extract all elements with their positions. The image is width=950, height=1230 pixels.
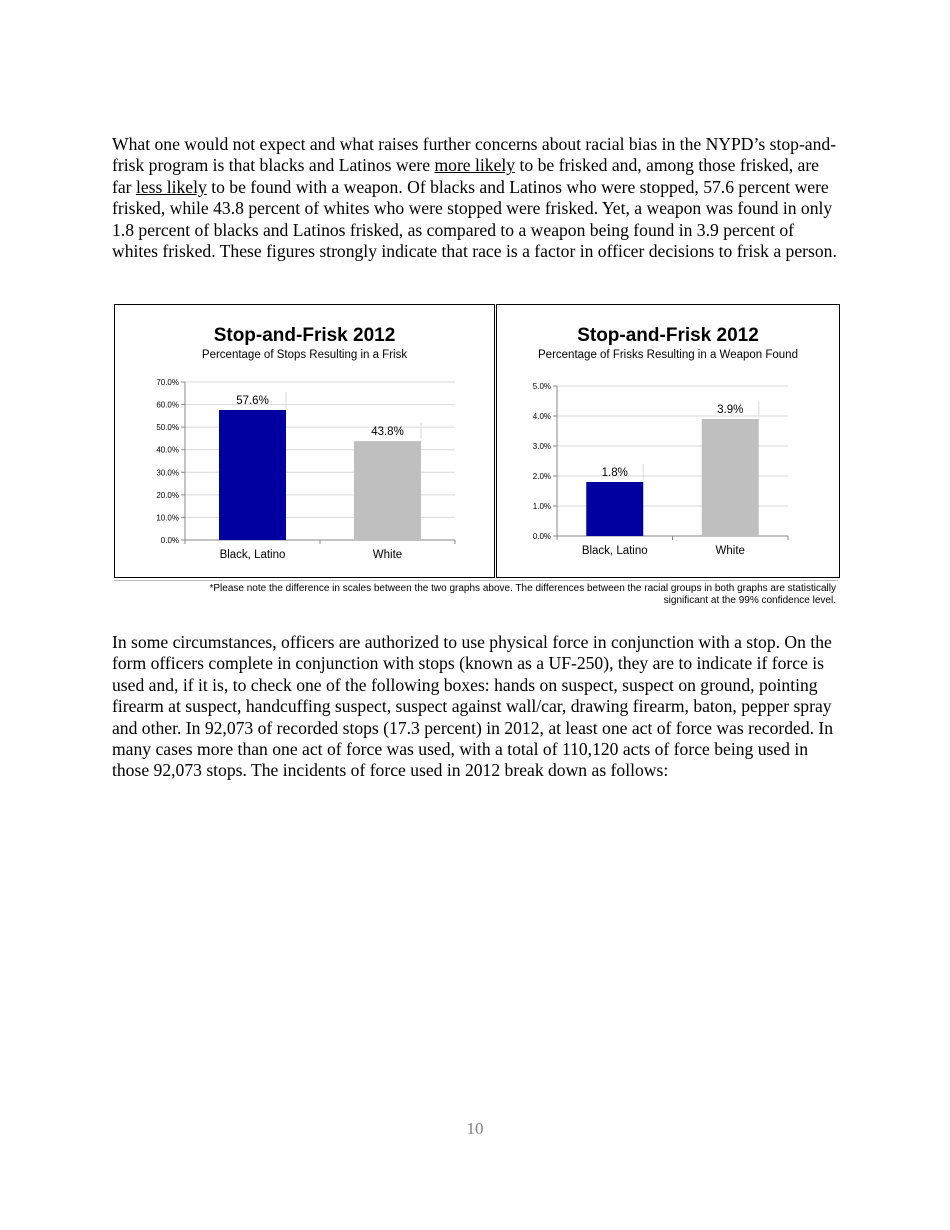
y-tick-label: 50.0% [156,423,179,433]
p1-underline-less-likely: less likely [135,176,207,197]
page-number: 10 [466,1119,484,1138]
chart-title: Stop-and-Frisk 2012 [213,325,396,346]
data-label: 1.8% [601,467,628,479]
x-category-label: White [372,549,403,561]
y-tick-label: 10.0% [156,513,179,523]
paragraph-frisk-rates [112,134,840,262]
y-tick-label: 30.0% [156,468,179,478]
bar-white [702,419,759,536]
y-tick-label: 1.0% [532,502,551,511]
y-tick-label: 2.0% [532,472,551,481]
p1-text-b: to be frisked and, among those frisked, are far [112,155,819,197]
y-tick-label: 5.0% [532,382,551,391]
chart-subtitle: Percentage of Frisks Resulting in a Weapon Found [538,349,798,361]
y-tick-label: 0.0% [160,536,179,545]
y-tick-label: 60.0% [156,400,179,410]
y-tick-label: 0.0% [532,532,551,541]
bar-white [354,441,421,540]
footnote-rule [114,580,838,581]
y-tick-label: 4.0% [532,412,551,421]
chart-title: Stop-and-Frisk 2012 [577,325,759,346]
x-category-label: Black, Latino [581,545,648,557]
chart-subtitle: Percentage of Stops Resulting in a Frisk [201,349,408,361]
data-label: 3.9% [717,404,744,416]
chart-weapon-svg [497,305,839,577]
bar-black-latino [586,482,643,536]
y-tick-label: 20.0% [156,490,179,500]
chart-weapon-found-percentage [496,304,840,578]
bar-black-latino [219,410,286,540]
data-label: 57.6% [236,394,269,407]
data-label: 43.8% [371,426,404,439]
chart-frisk-percentage [114,304,495,578]
p1-text-c: to be found with a weapon. Of blacks and Latinos who were stopped, 57.6 percent were frisked, while 43.8 percent of whites who were stopped were frisked. Yet, a weapon was found in only 1.8 percent of blacks and Latinos frisked, as compared to a weapon being found in 3.9 percent of whites frisked. These figures strongly indicate that race is a factor in officer decisions to frisk a person. [112,176,837,262]
y-tick-label: 3.0% [532,442,551,451]
x-category-label: Black, Latino [219,549,286,561]
chart-frisk-svg [115,305,494,577]
chart-footnote: *Please note the difference in scales between the two graphs above. The differences between the racial groups in both graphs are statistically significant at the 99% confidence level. [209,583,836,606]
p1-underline-more-likely: more likely [434,155,516,176]
p1-text-a: What one would not expect and what raises further concerns about racial bias in the NYPD’s stop-and-frisk program is that blacks and Latinos were [112,134,837,176]
x-category-label: White [715,545,745,557]
paragraph-use-of-force: In some circumstances, officers are authorized to use physical force in conjunction with a stop. On the form officers complete in conjunction with stops (known as a UF-250), they are to indicate if force is used and, if it is, to check one of the following boxes: hands on suspect, suspect on ground, pointing firearm at suspect, handcuffing suspect, suspect against wall/car, drawing firearm, baton, pepper spray and other. In 92,073 of recorded stops (17.3 percent) in 2012, at least one act of force was recorded. In many cases more than one act of force was used, with a total of 110,120 acts of force being used in those 92,073 stops. The incidents of force used in 2012 break down as follows: [112,632,834,781]
y-tick-label: 40.0% [156,445,179,455]
y-tick-label: 70.0% [156,378,179,387]
